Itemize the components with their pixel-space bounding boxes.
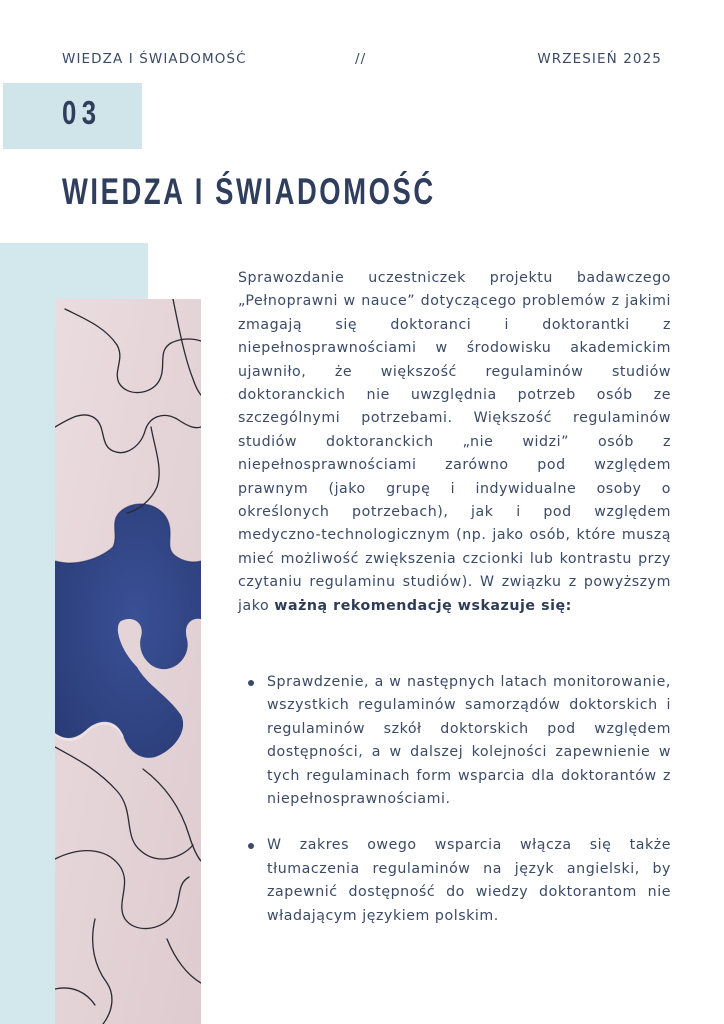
list-item-text: Sprawdzenie, a w następnych latach monitorowanie, wszystkich regulaminów samorządów doktorskich i regulaminów szkół doktorskich pod względem dostępności, a w dalszej kolejności zapewnienie w tych regulaminach form wsparcia dla doktorantów z niepełnosprawnościami. (267, 674, 671, 808)
page-title: WIEDZA I ŚWIADOMOŚĆ (62, 171, 436, 212)
body-paragraph (238, 267, 671, 618)
list-item-text: W zakres owego wsparcia włącza się także tłumaczenia regulaminów na język angielski, by zapewnić dostępność do wiedzy doktorantom nie władającym językiem polskim. (267, 837, 671, 924)
header-date: WRZESIEŃ 2025 (537, 51, 662, 67)
list-item (238, 671, 671, 811)
section-number: 03 (62, 94, 102, 131)
puzzle-pieces-image (55, 299, 201, 1024)
header-separator: // (355, 51, 367, 67)
list-item (238, 834, 671, 928)
header-left-title: WIEDZA I ŚWIADOMOŚĆ (62, 51, 247, 67)
recommendation-list (238, 671, 671, 951)
body-paragraph-text: Sprawozdanie uczestniczek projektu badawczego „Pełnoprawni w nauce” dotyczącego problemów z jakimi zmagają się doktoranci i doktorantki z niepełnosprawnościami w środowisku akademickim ujawniło, że większość regulaminów studiów doktoranckich nie uwzględnia potrzeb osób ze szczególnymi potrzebami. Większość regulaminów studiów doktoranckich „nie widzi” osób z niepełnosprawnościami zarówno pod względem prawnym (jako grupę i indywidualne osoby o określonych potrzebach), jak i pod względem medyczno-technologicznym (np. jako osób, które muszą mieć możliwość zwiększenia czcionki lub kontrastu przy czytaniu regulaminu studiów). W związku z powyższym jako (238, 270, 671, 614)
body-emphasis: ważną rekomendację wskazuje się: (274, 597, 572, 614)
bullet-dot-icon (248, 843, 254, 849)
bullet-dot-icon (248, 680, 254, 686)
